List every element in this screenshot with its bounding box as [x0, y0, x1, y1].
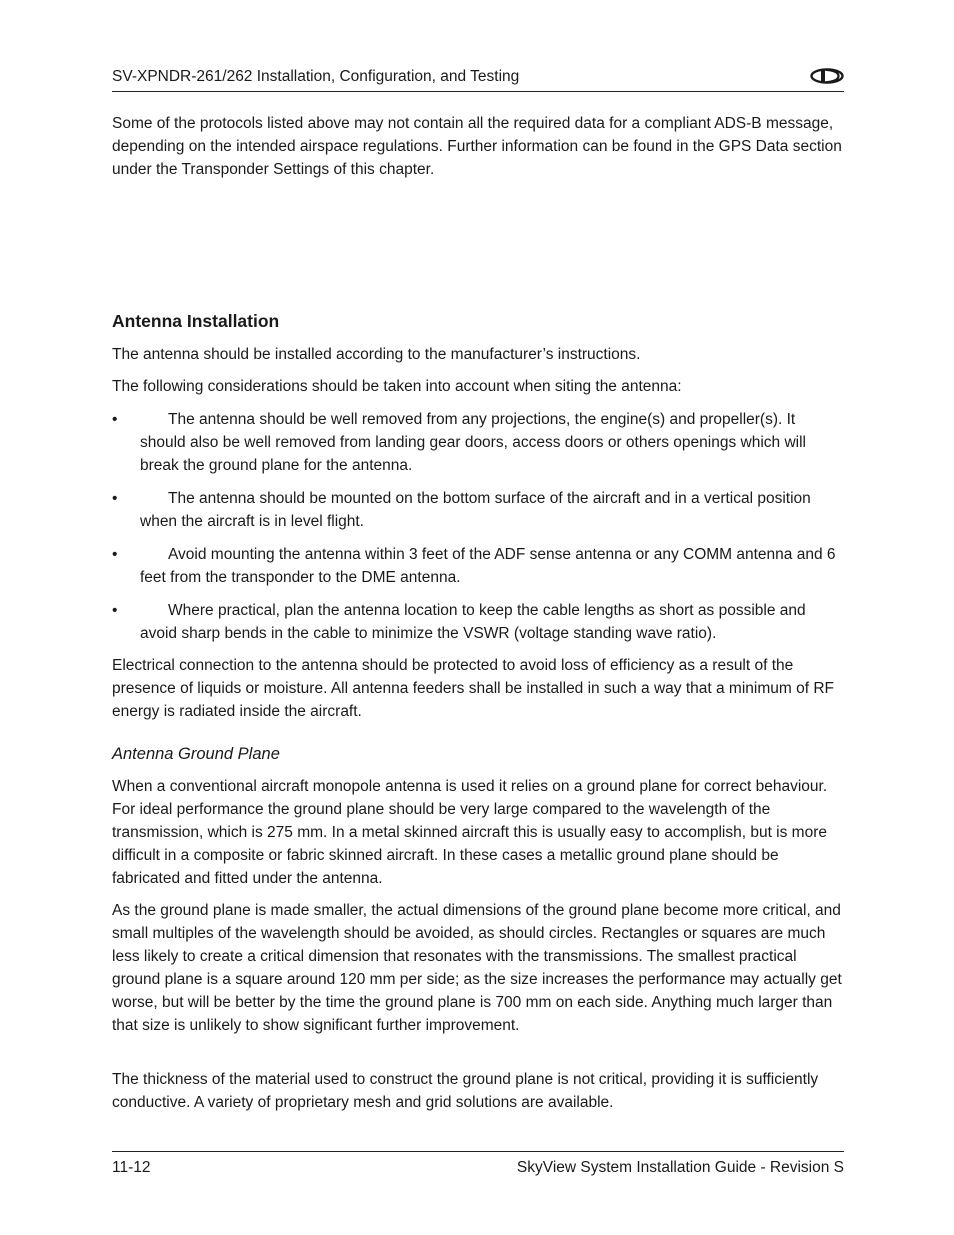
list-item-text: The antenna should be mounted on the bottom surface of the aircraft and in a vertical position when the aircraft is in level flight.: [140, 490, 811, 530]
list-item-text: Where practical, plan the antenna location to keep the cable lengths as short as possible and avoid sharp bends in the cable to minimize the VSWR (voltage standing wave ratio).: [140, 602, 806, 642]
page-number: 11-12: [112, 1159, 151, 1176]
list-item: [112, 599, 844, 645]
paragraph: Electrical connection to the antenna should be protected to avoid loss of efficiency as a result of the presence of liquids or moisture. All antenna feeders shall be installed in such a way that a minimum of RF energy is radiated inside the aircraft.: [112, 657, 834, 720]
list-item-text: The antenna should be well removed from any projections, the engine(s) and propeller(s). It should also be well removed from landing gear doors, access doors or others openings which will break the ground plane for the antenna.: [140, 411, 806, 474]
subsection-heading: Antenna Ground Plane: [112, 745, 280, 763]
paragraph: The thickness of the material used to construct the ground plane is not critical, providing it is sufficiently conductive. A variety of proprietary mesh and grid solutions are available.: [112, 1071, 819, 1111]
list-item: [112, 543, 844, 589]
page-footer: [112, 1151, 844, 1176]
list-item-text: Avoid mounting the antenna within 3 feet of the ADF sense antenna or any COMM antenna and 6 feet from the transponder to the DME antenna.: [140, 546, 836, 586]
bullet-icon: •: [112, 546, 118, 563]
page-header: [112, 66, 844, 92]
paragraph: As the ground plane is made smaller, the actual dimensions of the ground plane become more critical, and small multiples of the wavelength should be avoided, as should circles. Rectangles or squares are much less likely to create a critical dimension that resonates with the transmissions. The smallest practical ground plane is a square around 120 mm per side; as the size increases the performance may actually get worse, but will be better by the time the ground plane is 700 mm on each side. Anything much larger than that size is unlikely to show significant further improvement.: [112, 902, 842, 1034]
document-title: SkyView System Installation Guide - Revision S: [516, 1159, 844, 1176]
dynon-logo-icon: [810, 68, 844, 84]
bullet-icon: •: [112, 602, 118, 619]
header-title: SV-XPNDR-261/262 Installation, Configuration, and Testing: [112, 68, 520, 85]
bullet-icon: •: [112, 490, 118, 507]
intro-paragraph: Some of the protocols listed above may not contain all the required data for a compliant ADS-B message, depending on the intended airspace regulations. Further information can be found in the GPS Data section under the Transponder Settings of this chapter.: [112, 115, 842, 178]
paragraph: When a conventional aircraft monopole antenna is used it relies on a ground plane for correct behaviour. For ideal performance the ground plane should be very large compared to the wavelength of the transmission, which is 275 mm. In a metal skinned aircraft this is usually easy to accomplish, but is more difficult in a composite or fabric skinned aircraft. In these cases a metallic ground plane should be fabricated and fitted under the antenna.: [112, 778, 828, 887]
paragraph: The antenna should be installed according to the manufacturer’s instructions.: [112, 346, 641, 363]
list-item: [112, 408, 844, 477]
bullet-icon: •: [112, 411, 118, 428]
document-page: [112, 0, 844, 1235]
considerations-list: [112, 408, 844, 655]
section-heading: Antenna Installation: [112, 311, 280, 331]
paragraph: The following considerations should be taken into account when siting the antenna:: [112, 378, 682, 395]
list-item: [112, 487, 844, 533]
